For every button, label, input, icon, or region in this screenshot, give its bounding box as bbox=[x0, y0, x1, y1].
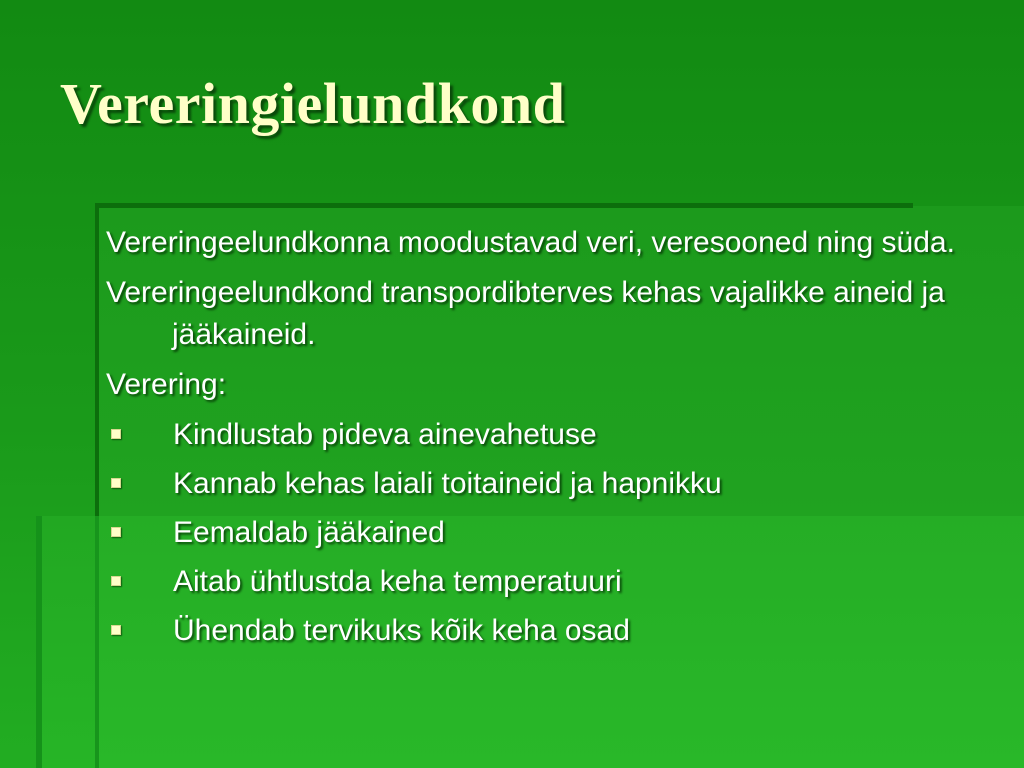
square-bullet-icon bbox=[111, 478, 121, 488]
body-paragraph: Vereringeelundkonna moodustavad veri, veresooned ning süda. bbox=[106, 226, 955, 259]
bullet-text: Kannab kehas laiali toitaineid ja hapnikku bbox=[173, 467, 722, 500]
square-bullet-icon bbox=[111, 576, 121, 586]
body-paragraph: Vereringeelundkond transpordibterves kehas vajalikke aineid ja jääkaineid. bbox=[106, 276, 945, 351]
bullet-text: Kindlustab pideva ainevahetuse bbox=[173, 418, 597, 451]
bullet-item bbox=[106, 512, 1006, 554]
bullet-text: Ühendab tervikuks kõik keha osad bbox=[173, 614, 630, 647]
square-bullet-icon bbox=[111, 429, 121, 439]
bullet-text: Eemaldab jääkained bbox=[173, 516, 445, 549]
panel-divider bbox=[95, 203, 913, 208]
square-bullet-icon bbox=[111, 625, 121, 635]
square-bullet-icon bbox=[111, 527, 121, 537]
bullet-item bbox=[106, 561, 1006, 603]
slide-title: Vereringielundkond bbox=[60, 71, 566, 136]
slide-body bbox=[106, 222, 1006, 659]
body-paragraph: Verering: bbox=[106, 368, 227, 401]
bullet-item bbox=[106, 414, 1006, 456]
bullet-item bbox=[106, 463, 1006, 505]
bullet-list bbox=[106, 414, 1006, 652]
bullet-item bbox=[106, 610, 1006, 652]
bullet-text: Aitab ühtlustda keha temperatuuri bbox=[173, 565, 622, 598]
